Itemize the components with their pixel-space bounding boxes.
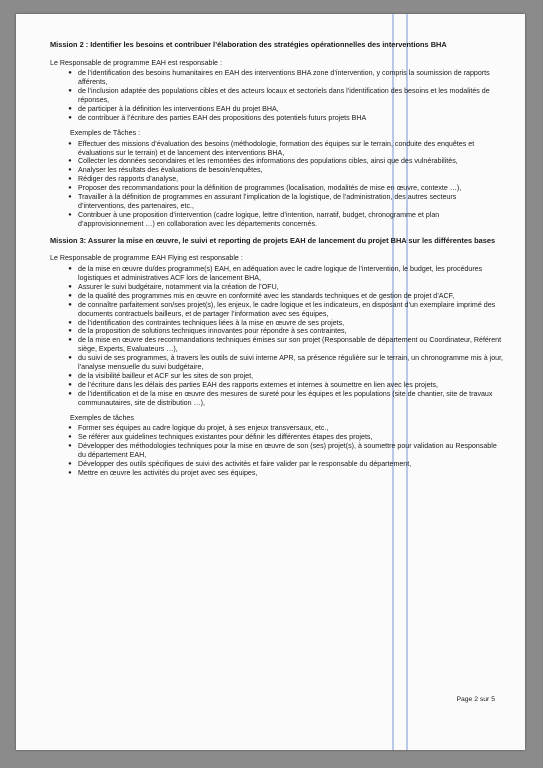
list-item: ● Collecter les données secondaires et les remontées des informations des populations cibles, ainsi que des vulnérabilités, xyxy=(65,157,505,166)
page-number: Page 2 sur 5 xyxy=(456,696,495,703)
list-item: ● de l’identification des contraintes techniques liées à la mise en œuvre de ses projets, xyxy=(65,319,505,328)
list-item: ● de la visibilité bailleur et ACF sur les sites de son projet, xyxy=(65,372,505,381)
mission-2-tasks xyxy=(50,140,505,229)
bullet-dot-icon: ● xyxy=(68,211,72,218)
document-page xyxy=(16,14,525,750)
bullet-dot-icon: ● xyxy=(68,88,72,95)
bullet-dot-icon: ● xyxy=(68,114,72,121)
bullet-dot-icon: ● xyxy=(68,434,72,441)
list-item: ● Rédiger des rapports d’analyse, xyxy=(65,175,505,184)
mission-2-responsibilities xyxy=(50,69,505,122)
mission-2-heading: Mission 2 : Identifier les besoins et contribuer l’élaboration des stratégies opérationnelles des interventions BHA xyxy=(50,40,447,49)
list-item: ● Effectuer des missions d’évaluation des besoins (méthodologie, formation des équipes sur le terrain, conduite des enquêtes et évaluations sur le terrain) et de lancement des interventions BHA, xyxy=(65,140,505,158)
bullet-dot-icon: ● xyxy=(68,158,72,165)
bullet-dot-icon: ● xyxy=(68,372,72,379)
list-item: ● Contribuer à une proposition d’intervention (cadre logique, lettre d’intention, narratif, budget, chronogramme et plan d’approvisionnement …) en collaboration avec les départements concernés. xyxy=(65,211,505,229)
bullet-dot-icon: ● xyxy=(68,167,72,174)
list-item: ● de la mise en œuvre du/des programme(s) EAH, en adéquation avec le cadre logique de l’intervention, le budget, les procédures logistiques et administratives ACF lors de lancement BHA, xyxy=(65,265,505,283)
bullet-dot-icon: ● xyxy=(68,70,72,77)
bullet-dot-icon: ● xyxy=(68,176,72,183)
list-item: ● Analyser les résultats des évaluations de besoin/enquêtes, xyxy=(65,166,505,175)
bullet-dot-icon: ● xyxy=(68,319,72,326)
list-item: ● de la mise en œuvre des recommandations techniques émises sur son projet (Responsable de département ou Coordinateur, Référent siège, Experts, Evaluateurs …), xyxy=(65,336,505,354)
bullet-dot-icon: ● xyxy=(68,443,72,450)
bullet-dot-icon: ● xyxy=(68,140,72,147)
bullet-dot-icon: ● xyxy=(68,469,72,476)
list-item: ● de connaître parfaitement son/ses projet(s), les enjeux, le cadre logique et les indicateurs, en disposant d’un exemplaire imprimé des documents contractuels bailleurs, et de partager l’information avec ses équipes, xyxy=(65,301,505,319)
mission-3-intro: Le Responsable de programme EAH Flying est responsable : xyxy=(50,254,243,263)
bullet-dot-icon: ● xyxy=(68,292,72,299)
list-item: ● de l’inclusion adaptée des populations cibles et des acteurs locaux et sectoriels dans l’identification des besoins et les modalités de réponses, xyxy=(65,87,505,105)
list-item: ● Développer des méthodologies techniques pour la mise en œuvre de son (ses) projet(s), à soumettre pour validation au Responsable du département EAH, xyxy=(65,442,505,460)
mission-3-tasks xyxy=(50,424,505,477)
bullet-dot-icon: ● xyxy=(68,283,72,290)
bullet-dot-icon: ● xyxy=(68,381,72,388)
bullet-dot-icon: ● xyxy=(68,337,72,344)
list-item: ● Assurer le suivi budgétaire, notamment via la création de l’OFU, xyxy=(65,283,505,292)
bullet-dot-icon: ● xyxy=(68,301,72,308)
list-item: ● de contribuer à l’écriture des parties EAH des propositions des potentiels futurs projets BHA xyxy=(65,114,505,123)
mission-3-heading: Mission 3: Assurer la mise en œuvre, le suivi et reporting de projets EAH de lancement du projet BHA sur les différentes bases xyxy=(50,235,496,245)
list-item: ● de l’identification des besoins humanitaires en EAH des interventions BHA zone d’intervention, y compris la soumission de rapports afférents, xyxy=(65,69,505,87)
mission-2-tasks-title: Exemples de Tâches : xyxy=(70,128,141,137)
list-item: ● Développer des outils spécifiques de suivi des activités et faire valider par le responsable du département, xyxy=(65,460,505,469)
list-item: ● Proposer des recommandations pour la définition de programmes (localisation, modalités de mise en œuvre, contexte …), xyxy=(65,184,505,193)
bullet-dot-icon: ● xyxy=(68,390,72,397)
bullet-dot-icon: ● xyxy=(68,185,72,192)
list-item: ● Mettre en œuvre les activités du projet avec ses équipes, xyxy=(65,469,505,478)
mission-3-responsibilities xyxy=(50,265,505,408)
document-content xyxy=(50,40,505,478)
bullet-dot-icon: ● xyxy=(68,425,72,432)
bullet-dot-icon: ● xyxy=(68,266,72,273)
mission-3-tasks-title: Exemples de tâches xyxy=(70,413,134,422)
list-item: ● de la proposition de solutions techniques innovantes pour répondre à ses contraintes, xyxy=(65,327,505,336)
list-item: ● de la qualité des programmes mis en œuvre en conformité avec les standards techniques et de gestion de projet d’ACF, xyxy=(65,292,505,301)
list-item: ● Travailler à la définition de programmes en assurant l’implication de la logistique, de l’administration, des autres secteurs d’interventions, des partenaires, etc., xyxy=(65,193,505,211)
bullet-dot-icon: ● xyxy=(68,106,72,113)
bullet-dot-icon: ● xyxy=(68,194,72,201)
bullet-dot-icon: ● xyxy=(68,355,72,362)
list-item: ● Se référer aux guidelines techniques existantes pour définir les différentes étapes des projets, xyxy=(65,433,505,442)
bullet-dot-icon: ● xyxy=(68,328,72,335)
bullet-dot-icon: ● xyxy=(68,461,72,467)
list-item: ● Former ses équipes au cadre logique du projet, à ses enjeux transversaux, etc., xyxy=(65,424,505,433)
list-item: ● du suivi de ses programmes, à travers les outils de suivi interne APR, sa présence régulière sur le terrain, un chronogramme mis à jour, l’analyse mensuelle du suivi budgétaire, xyxy=(65,354,505,372)
list-item: ● de l’identification et de la mise en œuvre des mesures de sureté pour les équipes et les populations (site de chantier, site de travaux communautaires, site de distribution …), xyxy=(65,390,505,408)
list-item: ● de l’écriture dans les délais des parties EAH des rapports externes et internes à soumettre en lien avec les projets, xyxy=(65,381,505,390)
mission-2-intro: Le Responsable de programme EAH est responsable : xyxy=(50,58,222,67)
list-item: ● de participer à la définition les interventions EAH du projet BHA, xyxy=(65,105,505,114)
